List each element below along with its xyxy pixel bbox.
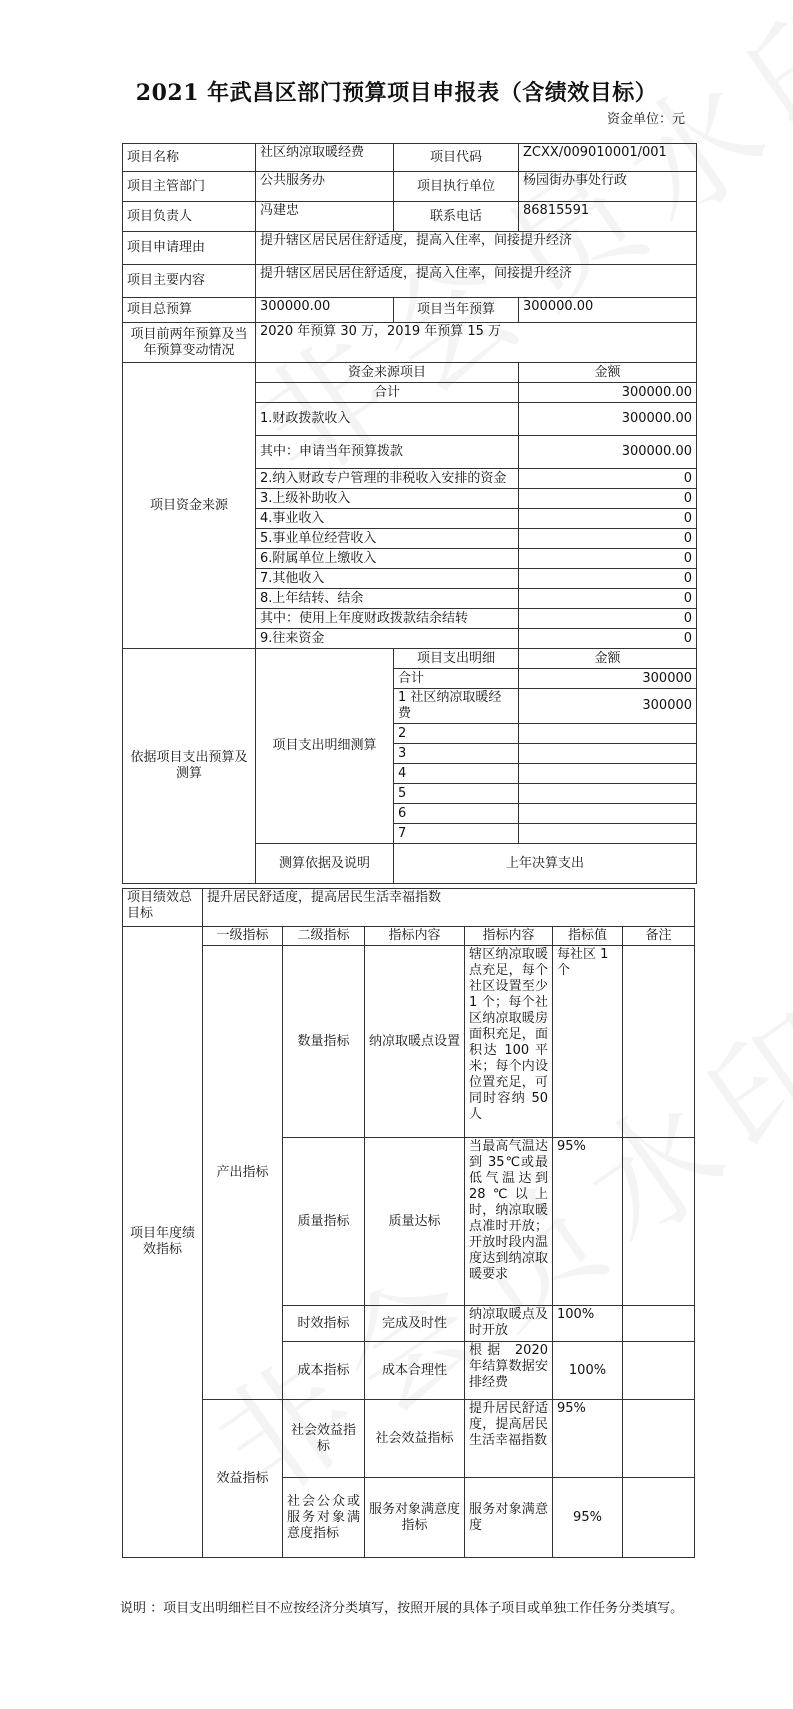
expense-row-item: 5 [394,784,519,804]
funding-row-amount: 0 [519,609,697,629]
header-note: 备注 [623,927,695,946]
funding-row-item: 其中：申请当年预算拨款 [256,436,519,469]
funding-row-amount: 0 [519,569,697,589]
level2-indicator: 质量指标 [283,1138,365,1306]
funding-row-amount: 0 [519,509,697,529]
prev-budget-label: 项目前两年预算及当年预算变动情况 [123,323,256,363]
goal-value: 提升居民舒适度，提高居民生活幸福指数 [203,889,695,927]
exec-unit-value: 杨园街办事处行政 [519,172,697,202]
header-level1: 一级指标 [203,927,283,946]
expense-row-amount: 300000 [519,689,697,724]
expense-basis-label: 依据项目支出预算及测算 [123,649,256,884]
indicator-content: 完成及时性 [365,1306,465,1342]
content-value: 提升辖区居民居住舒适度，提高入住率，间接提升经济 [256,265,697,298]
indicator-note [623,1400,695,1478]
funding-row-amount: 300000.00 [519,403,697,436]
phone-label: 联系电话 [394,202,519,232]
reason-label: 项目申请理由 [123,232,256,265]
expense-row-item: 1 社区纳凉取暖经费 [394,689,519,724]
output-indicator-label: 产出指标 [203,946,283,1400]
indicator-note [623,1306,695,1342]
funding-row-item: 7.其他收入 [256,569,519,589]
indicator-detail: 根据 2020 年结算数据安排经费 [465,1342,553,1400]
indicator-value: 95% [553,1138,623,1306]
indicator-detail: 提升居民舒适度，提高居民生活幸福指数 [465,1400,553,1478]
expense-row-item: 合计 [394,669,519,689]
indicator-content: 社会效益指标 [365,1400,465,1478]
reason-value: 提升辖区居民居住舒适度，提高入住率，间接提升经济 [256,232,697,265]
phone-value: 86815591 [519,202,697,232]
indicator-detail: 纳凉取暖点及时开放 [465,1306,553,1342]
expense-row-amount [519,744,697,764]
funding-row-amount: 0 [519,549,697,569]
basis-label: 测算依据及说明 [256,844,394,884]
expense-row-amount [519,784,697,804]
project-name-label: 项目名称 [123,144,256,172]
level2-indicator: 社会公众或服务对象满意度指标 [283,1478,365,1558]
goal-label: 项目绩效总目标 [123,889,203,927]
indicator-value: 95% [553,1400,623,1478]
expense-row-amount [519,804,697,824]
header-detail: 指标内容 [465,927,553,946]
header-content: 指标内容 [365,927,465,946]
leader-label: 项目负责人 [123,202,256,232]
indicator-note [623,1138,695,1306]
funding-row-amount: 0 [519,629,697,649]
indicator-value: 每社区 1 个 [553,946,623,1138]
project-code-value: ZCXX/009010001/001 [519,144,697,172]
expense-row-item: 4 [394,764,519,784]
dept-value: 公共服务办 [256,172,394,202]
expense-row-item: 2 [394,724,519,744]
funding-row-item: 6.附属单位上缴收入 [256,549,519,569]
current-budget-value: 300000.00 [519,298,697,323]
funding-row-item: 其中：使用上年度财政拨款结余结转 [256,609,519,629]
funding-source-label: 项目资金来源 [123,363,256,649]
prev-budget-value: 2020 年预算 30 万，2019 年预算 15 万 [256,323,697,363]
funding-row-item: 3.上级补助收入 [256,489,519,509]
funding-row-item: 1.财政拨款收入 [256,403,519,436]
funding-header-item: 资金来源项目 [256,363,519,383]
current-budget-label: 项目当年预算 [394,298,519,323]
indicator-note [623,946,695,1138]
funding-row-item: 2.纳入财政专户管理的非税收入安排的资金 [256,469,519,489]
indicator-value: 95% [553,1478,623,1558]
funding-row-amount: 0 [519,589,697,609]
level2-indicator: 社会效益指标 [283,1400,365,1478]
expense-row-amount [519,724,697,744]
expense-row-item: 7 [394,824,519,844]
page-title: 2021 年武昌区部门预算项目申报表（含绩效目标） [135,80,658,106]
level2-indicator: 成本指标 [283,1342,365,1400]
project-code-label: 项目代码 [394,144,519,172]
header-level2: 二级指标 [283,927,365,946]
indicator-note [623,1478,695,1558]
funding-row-item: 8.上年结转、结余 [256,589,519,609]
performance-table [122,888,695,1558]
expense-detail-label: 项目支出明细测算 [256,649,394,844]
expense-row-item: 3 [394,744,519,764]
indicator-content: 质量达标 [365,1138,465,1306]
expense-header-item: 项目支出明细 [394,649,519,669]
currency-unit: 资金单位：元 [606,112,685,127]
project-name-value: 社区纳凉取暖经费 [256,144,394,172]
expense-row-item: 6 [394,804,519,824]
indicator-detail: 当最高气温达到 35℃或最低气温达到 28℃以上时，纳凉取暖点准时开放；开放时段内温度达到纳凉取暖要求 [465,1138,553,1306]
indicator-content: 服务对象满意度指标 [365,1478,465,1558]
indicator-value: 100% [553,1342,623,1400]
funding-row-amount: 300000.00 [519,436,697,469]
funding-row-item: 合计 [256,383,519,403]
indicator-detail: 辖区纳凉取暖点充足，每个社区设置至少 1 个；每个社区纳凉取暖房面积充足，面积达 100 平米；每个内设位置充足，可同时容纳 50 人 [465,946,553,1138]
expense-row-amount [519,764,697,784]
funding-row-amount: 0 [519,489,697,509]
funding-header-amount: 金额 [519,363,697,383]
content-label: 项目主要内容 [123,265,256,298]
indicator-note [623,1342,695,1400]
total-budget-value: 300000.00 [256,298,394,323]
funding-row-amount: 0 [519,529,697,549]
exec-unit-label: 项目执行单位 [394,172,519,202]
expense-row-amount [519,824,697,844]
indicator-content: 纳凉取暖点设置 [365,946,465,1138]
basis-value: 上年决算支出 [394,844,697,884]
funding-row-item: 9.往来资金 [256,629,519,649]
expense-header-amount: 金额 [519,649,697,669]
dept-label: 项目主管部门 [123,172,256,202]
funding-row-amount: 0 [519,469,697,489]
funding-row-item: 5.事业单位经营收入 [256,529,519,549]
indicator-value: 100% [553,1306,623,1342]
header-value: 指标值 [553,927,623,946]
level2-indicator: 时效指标 [283,1306,365,1342]
funding-row-amount: 300000.00 [519,383,697,403]
expense-row-amount: 300000 [519,669,697,689]
footnote: 说明 ：项目支出明细栏目不应按经济分类填写，按照开展的具体子项目或单独工作任务分类填写。 [120,1601,684,1616]
level2-indicator: 数量指标 [283,946,365,1138]
indicator-content: 成本合理性 [365,1342,465,1400]
funding-row-item: 4.事业收入 [256,509,519,529]
effect-indicator-label: 效益指标 [203,1400,283,1558]
total-budget-label: 项目总预算 [123,298,256,323]
project-info-table [122,143,697,884]
annual-indicator-label: 项目年度绩效指标 [123,927,203,1558]
leader-value: 冯建忠 [256,202,394,232]
indicator-detail: 服务对象满意度 [465,1478,553,1558]
